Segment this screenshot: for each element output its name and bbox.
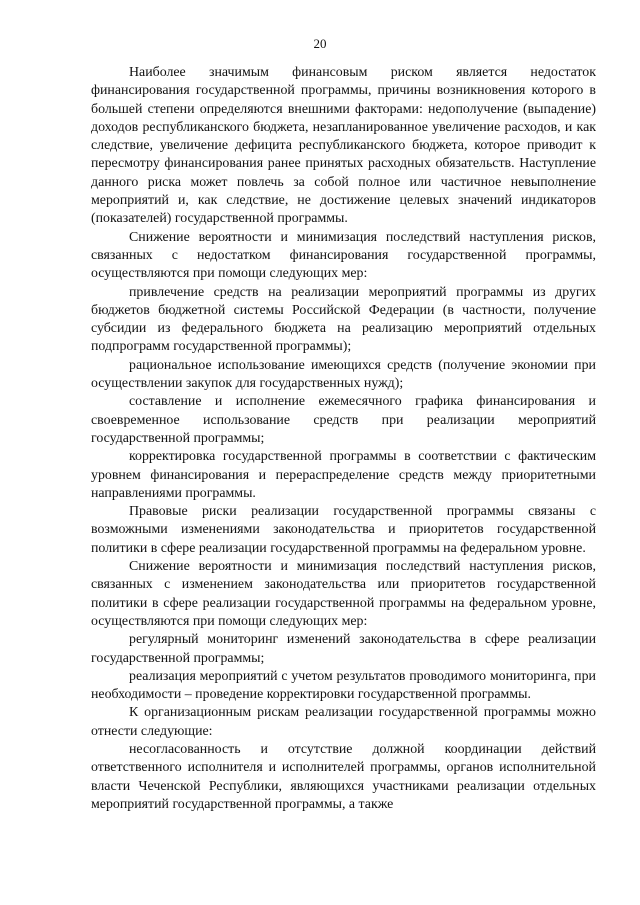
paragraph-measure-implementation: реализация мероприятий с учетом результатов проводимого мониторинга, при необходимости – проведение корректировки государственной программы. [91,668,596,703]
paragraph-measure-monitoring: регулярный мониторинг изменений законодательства в сфере реализации государственной программы; [91,632,596,666]
paragraph-measure-rational-use: рациональное использование имеющихся средств (получение экономии при осуществлении закупок для государственных нужд); [91,357,596,392]
paragraph-measure-monthly-schedule: составление и исполнение ежемесячного графика финансирования и своевременное использование средств при реализации мероприятий государственной программы; [91,394,596,446]
paragraph-financial-risk-mitigation-intro: Снижение вероятности и минимизация последствий наступления рисков, связанных с недостатком финансирования государственной программы, осуществляются при помощи следующих мер: [91,229,596,282]
paragraph-organizational-risks-intro: К организационным рискам реализации государственной программы можно отнести следующие: [91,705,596,739]
paragraph-legal-risk-mitigation-intro: Снижение вероятности и минимизация последствий наступления рисков, связанных с изменением законодательства или приоритетов государственной политики в сфере реализации государственной программы на федеральном уровне, осуществляются при помощи следующих мер: [91,559,596,629]
page-number: 20 [313,36,327,51]
paragraph-measure-attract-funds: привлечение средств на реализации мероприятий программы из других бюджетов бюджетной системы Российской Федерации (в частности, получение субсидии из федерального бюджета на реализацию мероприятий отдельных подпрограмм государственной программы); [91,284,596,355]
paragraph-organizational-risk-coordination: несогласованность и отсутствие должной координации действий ответственного исполнителя и исполнителей программы, органов исполнительной власти Чеченской Республики, являющихся участниками реализации отдельных мероприятий государственной программы, а также [91,741,596,812]
document-body [91,64,596,814]
paragraph-measure-program-adjustment: корректировка государственной программы в соответствии с фактическим уровнем финансирования и перераспределение средств между приоритетными направлениями программы. [91,449,596,501]
paragraph-financial-risk: Наиболее значимым финансовым риском является недостаток финансирования государственной программы, причины возникновения которого в большей степени определяются внешними факторами: недополучение (выпадение) доходов республиканского бюджета, незапланированное увеличение расходов, и как следствие, увеличение дефицита республиканского бюджета, которое приводит к пересмотру финансирования ранее принятых расходных обязательств. Наступление данного риска может повлечь за собой полное или частичное невыполнение мероприятий и, как следствие, не достижение целевых значений индикаторов (показателей) государственной программы. [91,65,596,227]
paragraph-legal-risks: Правовые риски реализации государственной программы связаны с возможными изменениями законодательства и приоритетов государственной политики в сфере реализации государственной программы на федеральном уровне. [91,504,596,556]
